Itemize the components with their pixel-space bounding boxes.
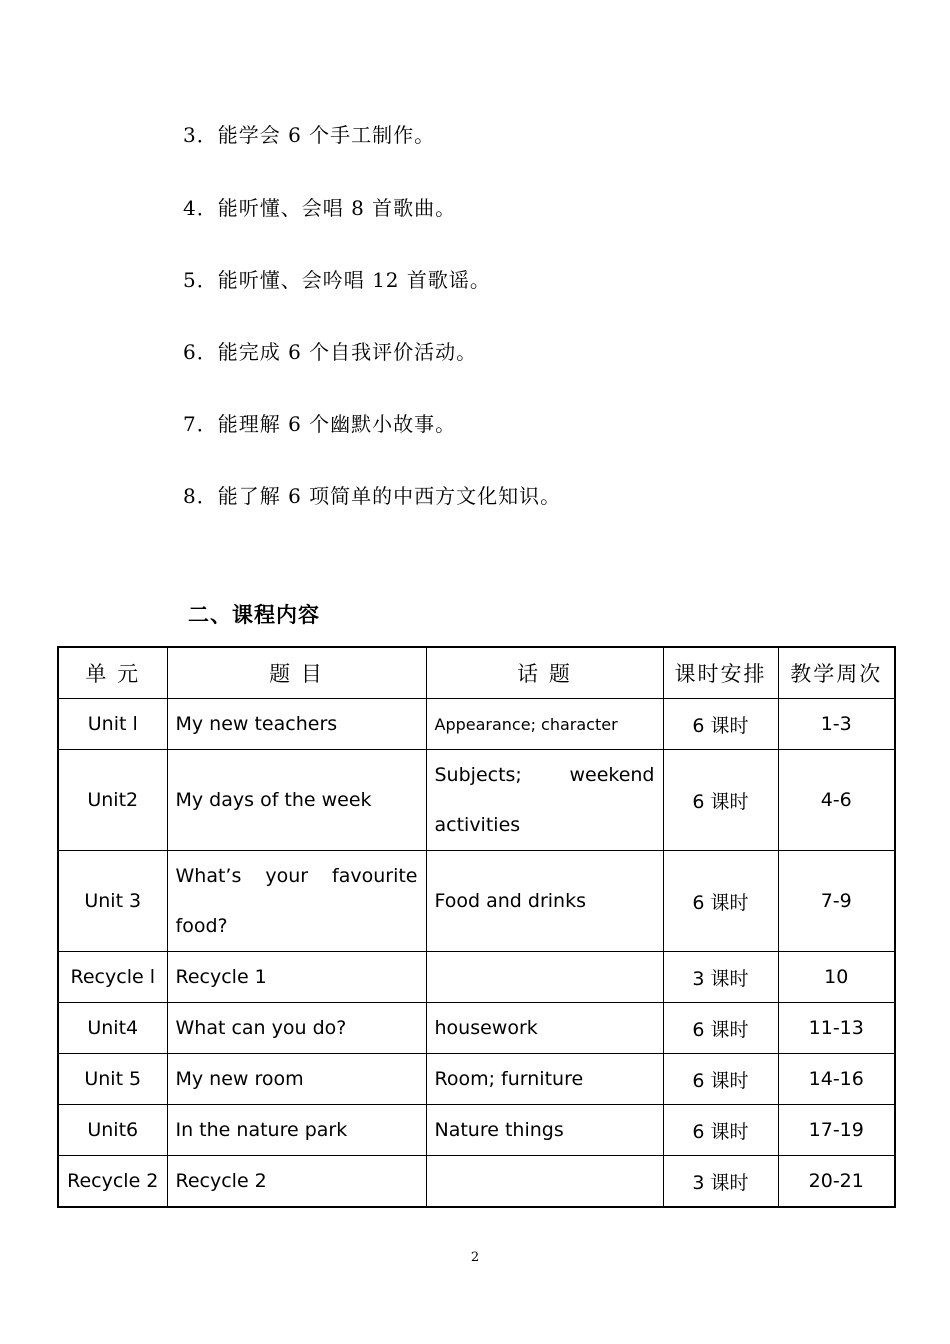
table-row xyxy=(58,699,895,750)
cell-title: Recycle 1 xyxy=(167,952,426,1003)
goal-item: 5．能听懂、会吟唱 12 首歌谣。 xyxy=(183,268,491,292)
table-row xyxy=(58,1105,895,1156)
cell-unit: Unit 5 xyxy=(58,1054,167,1105)
goal-item: 6．能完成 6 个自我评价活动。 xyxy=(183,340,478,364)
table-row xyxy=(58,1003,895,1054)
cell-topic: Nature things xyxy=(426,1105,663,1156)
cell-title: My new room xyxy=(167,1054,426,1105)
cell-title: Recycle 2 xyxy=(167,1156,426,1208)
cell-hours: 6 课时 xyxy=(663,1054,778,1105)
cell-unit: Unit6 xyxy=(58,1105,167,1156)
cell-weeks: 17-19 xyxy=(778,1105,895,1156)
cell-hours: 6 课时 xyxy=(663,851,778,952)
cell-unit: Unit4 xyxy=(58,1003,167,1054)
section-title: 二、课程内容 xyxy=(188,603,320,627)
cell-weeks: 10 xyxy=(778,952,895,1003)
cell-hours: 6 课时 xyxy=(663,699,778,750)
cell-unit: Recycle l xyxy=(58,952,167,1003)
table-row xyxy=(58,952,895,1003)
page-number: 2 xyxy=(470,1250,480,1265)
cell-topic xyxy=(426,1156,663,1208)
cell-topic: Subjects; weekend activities xyxy=(426,750,663,851)
cell-weeks: 14-16 xyxy=(778,1054,895,1105)
header-title: 题 目 xyxy=(167,647,426,699)
cell-weeks: 1-3 xyxy=(778,699,895,750)
cell-topic xyxy=(426,952,663,1003)
cell-hours: 6 课时 xyxy=(663,1003,778,1054)
table-header-row xyxy=(58,647,895,699)
cell-topic: Food and drinks xyxy=(426,851,663,952)
cell-topic: Room; furniture xyxy=(426,1054,663,1105)
cell-title: What’s your favourite food? xyxy=(167,851,426,952)
cell-title: In the nature park xyxy=(167,1105,426,1156)
header-topic: 话 题 xyxy=(426,647,663,699)
goal-item: 7．能理解 6 个幽默小故事。 xyxy=(183,412,457,436)
cell-hours: 6 课时 xyxy=(663,750,778,851)
cell-topic: Appearance; character xyxy=(426,699,663,750)
cell-topic: housework xyxy=(426,1003,663,1054)
cell-unit: Unit l xyxy=(58,699,167,750)
table-row xyxy=(58,1156,895,1208)
cell-unit: Unit 3 xyxy=(58,851,167,952)
cell-title: What can you do? xyxy=(167,1003,426,1054)
cell-weeks: 20-21 xyxy=(778,1156,895,1208)
cell-unit: Recycle 2 xyxy=(58,1156,167,1208)
table-row xyxy=(58,750,895,851)
cell-title: My days of the week xyxy=(167,750,426,851)
cell-hours: 6 课时 xyxy=(663,1105,778,1156)
cell-weeks: 11-13 xyxy=(778,1003,895,1054)
table-row xyxy=(58,1054,895,1105)
table-row xyxy=(58,851,895,952)
header-hours: 课时安排 xyxy=(663,647,778,699)
header-unit: 单 元 xyxy=(58,647,167,699)
header-weeks: 教学周次 xyxy=(778,647,895,699)
goal-item: 8．能了解 6 项简单的中西方文化知识。 xyxy=(183,484,562,508)
goal-item: 3．能学会 6 个手工制作。 xyxy=(183,123,436,147)
cell-weeks: 7-9 xyxy=(778,851,895,952)
goal-item: 4．能听懂、会唱 8 首歌曲。 xyxy=(183,196,457,220)
cell-title: My new teachers xyxy=(167,699,426,750)
course-table xyxy=(57,646,896,1208)
cell-unit: Unit2 xyxy=(58,750,167,851)
cell-hours: 3 课时 xyxy=(663,1156,778,1208)
cell-hours: 3 课时 xyxy=(663,952,778,1003)
cell-weeks: 4-6 xyxy=(778,750,895,851)
